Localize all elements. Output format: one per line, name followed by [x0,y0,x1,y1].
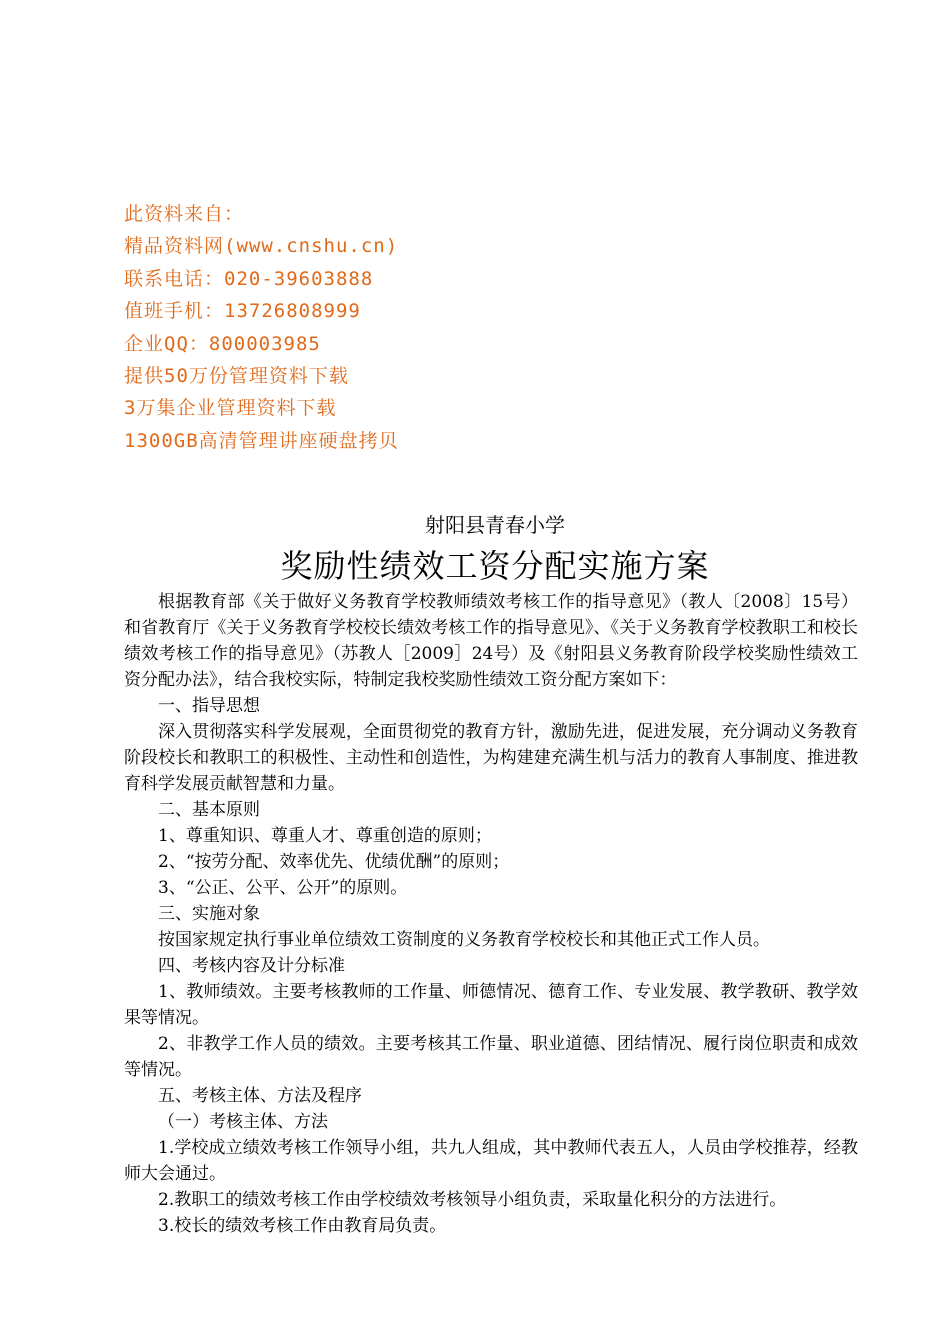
section-heading-2: 二、基本原则 [158,800,260,820]
mobile-line: 值班手机：13726808999 [124,300,361,323]
document-title: 奖励性绩效工资分配实施方案 [280,547,710,585]
assessment-item-2: 2、非教学工作人员的绩效。主要考核其工作量、职业道德、团结情况、履行岗位职责和成效等情况。 [124,1034,858,1080]
website-line: 精品资料网(www.cnshu.cn) [124,235,399,258]
section-heading-1: 一、指导思想 [158,696,260,716]
assessment-item-1: 1、教师绩效。主要考核教师的工作量、师德情况、德育工作、专业发展、教学教研、教学效果等情况。 [124,982,858,1028]
method-item-2: 2.教职工的绩效考核工作由学校绩效考核领导小组负责，采取量化积分的方法进行。 [158,1190,787,1210]
source-info-block [124,198,624,457]
subsection-heading-1: （一）考核主体、方法 [158,1112,328,1132]
intro-paragraph: 根据教育部《关于做好义务教育学校教师绩效考核工作的指导意见》（教人〔2008〕15号）和省教育厅《关于义务教育学校校长绩效考核工作的指导意见》、《关于义务教育学校教职工和校长绩效考核工作的指导意见》（苏教人［2009］24号）及《射阳县义务教育阶段学校奖励性绩效工资分配办法》，结合我校实际，特制定我校奖励性绩效工资分配方案如下： [124,592,858,690]
offer-line-2: 3万集企业管理资料下载 [124,397,337,420]
section-heading-3: 三、实施对象 [158,904,260,924]
section-heading-5: 五、考核主体、方法及程序 [158,1086,362,1106]
guiding-ideology-paragraph: 深入贯彻落实科学发展观，全面贯彻党的教育方针，激励先进，促进发展，充分调动义务教育阶段校长和教职工的积极性、主动性和创造性，为构建建充满生机与活力的教育人事制度、推进教育科学发展贡献智慧和力量。 [124,722,858,794]
method-item-3: 3.校长的绩效考核工作由教育局负责。 [158,1216,447,1236]
section-heading-4: 四、考核内容及计分标准 [158,956,345,976]
principle-item-1: 1、尊重知识、尊重人才、尊重创造的原则； [158,826,492,846]
offer-line-3: 1300GB高清管理讲座硬盘拷贝 [124,429,399,452]
document-body [124,589,858,1239]
target-paragraph: 按国家规定执行事业单位绩效工资制度的义务教育学校校长和其他正式工作人员。 [158,930,770,950]
school-name: 射阳县青春小学 [425,513,565,537]
offer-line-1: 提供50万份管理资料下载 [124,364,349,387]
source-line: 此资料来自： [124,203,245,225]
principle-item-2: 2、“按劳分配、效率优先、优绩优酬”的原则； [158,852,510,872]
principle-item-3: 3、“公正、公平、公开”的原则。 [158,878,408,898]
qq-line: 企业QQ：800003985 [124,332,321,355]
phone-line: 联系电话：020-39603888 [124,267,374,290]
method-item-1: 1.学校成立绩效考核工作领导小组，共九人组成，其中教师代表五人，人员由学校推荐，经教师大会通过。 [124,1138,858,1184]
